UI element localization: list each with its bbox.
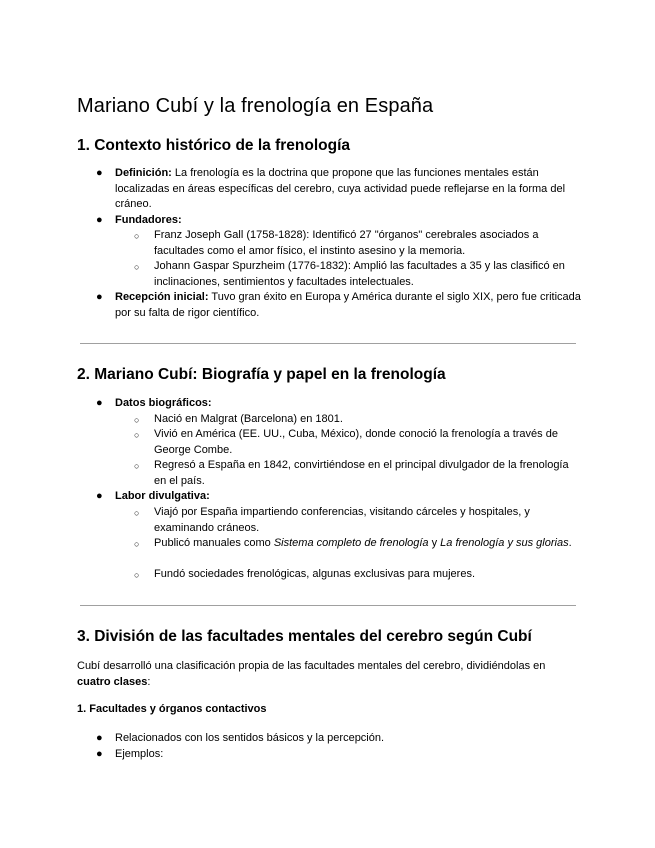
section-divider — [80, 343, 576, 344]
list-item-definition — [115, 166, 585, 213]
section-2-heading: 2. Mariano Cubí: Biografía y papel en la frenología — [77, 366, 446, 383]
list-item-gall: Franz Joseph Gall (1758-1828): Identificó 27 "órganos" cerebrales asociados a facultades como el amor físico, el instinto asesino y la memoria. — [154, 229, 539, 257]
sub-bullet-icon: ○ — [134, 415, 140, 425]
reception-label: Recepción inicial: — [115, 291, 209, 303]
list-item-biographical-data — [115, 396, 585, 412]
bullet-icon: ● — [96, 732, 103, 744]
list-item-labor — [115, 489, 585, 505]
list-item-america: Vivió en América (EE. UU., Cuba, México), donde conoció la frenología a través de George Combe. — [154, 428, 558, 456]
document-title: Mariano Cubí y la frenología en España — [77, 95, 434, 117]
founders-label: Fundadores: — [115, 214, 182, 226]
intro-bold: cuatro clases — [77, 676, 148, 688]
labor-label: Labor divulgativa: — [115, 490, 210, 502]
list-item-spurzheim: Johann Gaspar Spurzheim (1776-1832): Amplió las facultades a 35 y las clasificó en inclinaciones, sentimientos y facultades intelectuales. — [154, 260, 565, 288]
manual-title-2: La frenología y sus glorias — [440, 537, 569, 549]
bullet-icon: ● — [96, 748, 103, 760]
sub-bullet-icon: ○ — [134, 570, 140, 580]
section-divider — [80, 605, 576, 606]
bullet-icon: ● — [96, 214, 103, 226]
bullet-icon: ● — [96, 397, 103, 409]
list-item-manuals — [154, 536, 579, 552]
list-item-senses: Relacionados con los sentidos básicos y la percepción. — [115, 732, 385, 744]
definition-label: Definición: — [115, 167, 172, 179]
intro-end: : — [147, 676, 151, 688]
sub-bullet-icon: ○ — [134, 539, 140, 549]
list-item-societies: Fundó sociedades frenológicas, algunas exclusivas para mujeres. — [154, 568, 476, 580]
list-item-returned: Regresó a España en 1842, convirtiéndose en el principal divulgador de la frenología en el país. — [154, 459, 569, 487]
sub-bullet-icon: ○ — [134, 262, 140, 272]
subsection-1-heading: 1. Facultades y órganos contactivos — [77, 703, 267, 715]
list-item-reception — [115, 290, 585, 321]
sub-bullet-icon: ○ — [134, 508, 140, 518]
section-3-intro — [77, 658, 577, 690]
definition-text: La frenología es la doctrina que propone que las funciones mentales están localizadas en áreas específicas del cerebro, cuya actividad puede reflejarse en la forma del cráneo. — [115, 167, 566, 210]
sub-bullet-icon: ○ — [134, 461, 140, 471]
bullet-icon: ● — [96, 291, 103, 303]
manuals-and: y — [428, 537, 441, 549]
section-3-heading: 3. División de las facultades mentales del cerebro según Cubí — [77, 628, 532, 645]
list-item-born: Nació en Malgrat (Barcelona) en 1801. — [154, 413, 343, 425]
manuals-suffix: . — [568, 537, 572, 549]
section-1-heading: 1. Contexto histórico de la frenología — [77, 137, 351, 154]
intro-text: Cubí desarrolló una clasificación propia de las facultades mentales del cerebro, dividiéndolas en — [77, 660, 546, 672]
list-item-examples: Ejemplos: — [115, 748, 164, 760]
bullet-icon: ● — [96, 167, 103, 179]
sub-bullet-icon: ○ — [134, 231, 140, 241]
biographical-label: Datos biográficos: — [115, 397, 212, 409]
manual-title-1: Sistema completo de frenología — [273, 537, 429, 549]
list-item-founders — [115, 213, 585, 229]
sub-bullet-icon: ○ — [134, 430, 140, 440]
manuals-prefix: Publicó manuales como — [154, 537, 274, 549]
bullet-icon: ● — [96, 490, 103, 502]
list-item-travel: Viajó por España impartiendo conferencias, visitando cárceles y hospitales, y examinando cráneos. — [154, 506, 530, 534]
reception-text: Tuvo gran éxito en Europa y América durante el siglo XIX, pero fue criticada por su falta de rigor científico. — [115, 291, 581, 319]
